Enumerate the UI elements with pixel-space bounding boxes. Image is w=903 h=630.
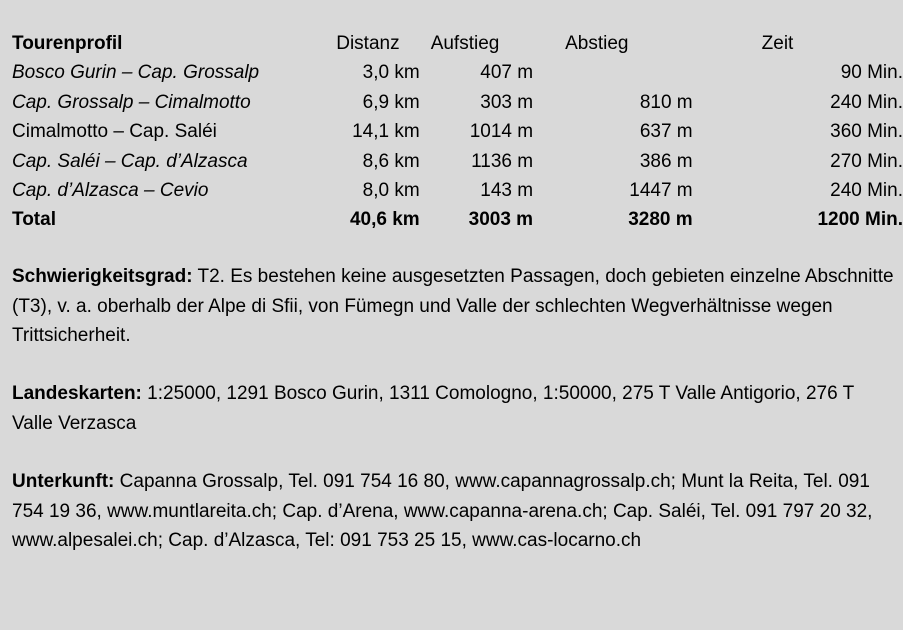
- difficulty-paragraph: [12, 262, 897, 351]
- distance-cell: 8,6 km: [362, 150, 420, 172]
- maps-text: 1:25000, 1291 Bosco Gurin, 1311 Comologno, 1:50000, 275 T Valle Antigorio, 276 T Valle Verzasca: [12, 383, 854, 434]
- table-row: [12, 88, 903, 117]
- total-time: 1200 Min.: [817, 209, 903, 231]
- distance-cell: 6,9 km: [362, 91, 420, 113]
- lodging-paragraph: [12, 467, 897, 556]
- header-distance: Distanz: [336, 33, 400, 54]
- route-cell: Bosco Gurin – Cap. Grossalp: [12, 62, 260, 84]
- maps-label: Landeskarten:: [12, 383, 142, 404]
- ascent-cell: 303 m: [480, 91, 534, 113]
- route-cell: Cap. d’Alzasca – Cevio: [12, 180, 209, 202]
- table-row: [12, 176, 903, 205]
- difficulty-label: Schwierigkeitsgrad:: [12, 266, 193, 287]
- table-row: [12, 58, 903, 87]
- descent-cell: 810 m: [639, 91, 693, 113]
- time-cell: 270 Min.: [830, 150, 903, 172]
- ascent-cell: 1014 m: [469, 121, 534, 143]
- time-cell: 240 Min.: [830, 180, 903, 202]
- total-distance: 40,6 km: [349, 209, 420, 231]
- table-total-row: [12, 205, 903, 234]
- total-ascent: 3003 m: [468, 209, 534, 231]
- tour-profile-table: [12, 29, 903, 235]
- time-cell: 240 Min.: [830, 91, 903, 113]
- ascent-cell: 143 m: [480, 180, 534, 202]
- ascent-cell: 407 m: [480, 62, 534, 84]
- table-header-row: [12, 29, 903, 58]
- lodging-label: Unterkunft:: [12, 471, 115, 492]
- descent-cell: 386 m: [639, 150, 693, 172]
- header-time: Zeit: [761, 33, 794, 54]
- time-cell: 90 Min.: [840, 62, 903, 84]
- total-label: Total: [12, 209, 56, 231]
- distance-cell: 3,0 km: [362, 62, 420, 84]
- header-route: Tourenprofil: [12, 33, 123, 54]
- header-ascent: Aufstieg: [430, 33, 500, 54]
- distance-cell: 14,1 km: [352, 121, 420, 143]
- total-descent: 3280 m: [628, 209, 693, 231]
- route-cell: Cimalmotto – Cap. Saléi: [12, 121, 217, 143]
- descent-cell: 1447 m: [629, 180, 693, 202]
- route-cell: Cap. Saléi – Cap. d’Alzasca: [12, 150, 248, 172]
- difficulty-text: T2. Es bestehen keine ausgesetzten Passagen, doch gebieten einzelne Abschnitte (T3), v. a. oberhalb der Alpe di Sfii, von Fümegn und Valle der schlechten Wegverhältnisse wegen Trittsicherheit.: [12, 266, 894, 346]
- route-cell: Cap. Grossalp – Cimalmotto: [12, 91, 251, 113]
- table-row: [12, 147, 903, 176]
- ascent-cell: 1136 m: [471, 150, 534, 172]
- table-row: [12, 117, 903, 146]
- descent-cell: [533, 58, 693, 87]
- lodging-text: Capanna Grossalp, Tel. 091 754 16 80, www.capannagrossalp.ch; Munt la Reita, Tel. 091 754 19 36, www.muntlareita.ch; Cap. d’Arena, www.capanna-arena.ch; Cap. Saléi, Tel. 091 797 20 32, www.alpesalei.ch; Cap. d’Alzasca, Tel: 091 753 25 15, www.cas-locarno.ch: [12, 471, 873, 551]
- time-cell: 360 Min.: [830, 121, 903, 143]
- distance-cell: 8,0 km: [362, 180, 420, 202]
- maps-paragraph: [12, 379, 897, 438]
- descent-cell: 637 m: [639, 121, 693, 143]
- header-descent: Abstieg: [565, 33, 629, 54]
